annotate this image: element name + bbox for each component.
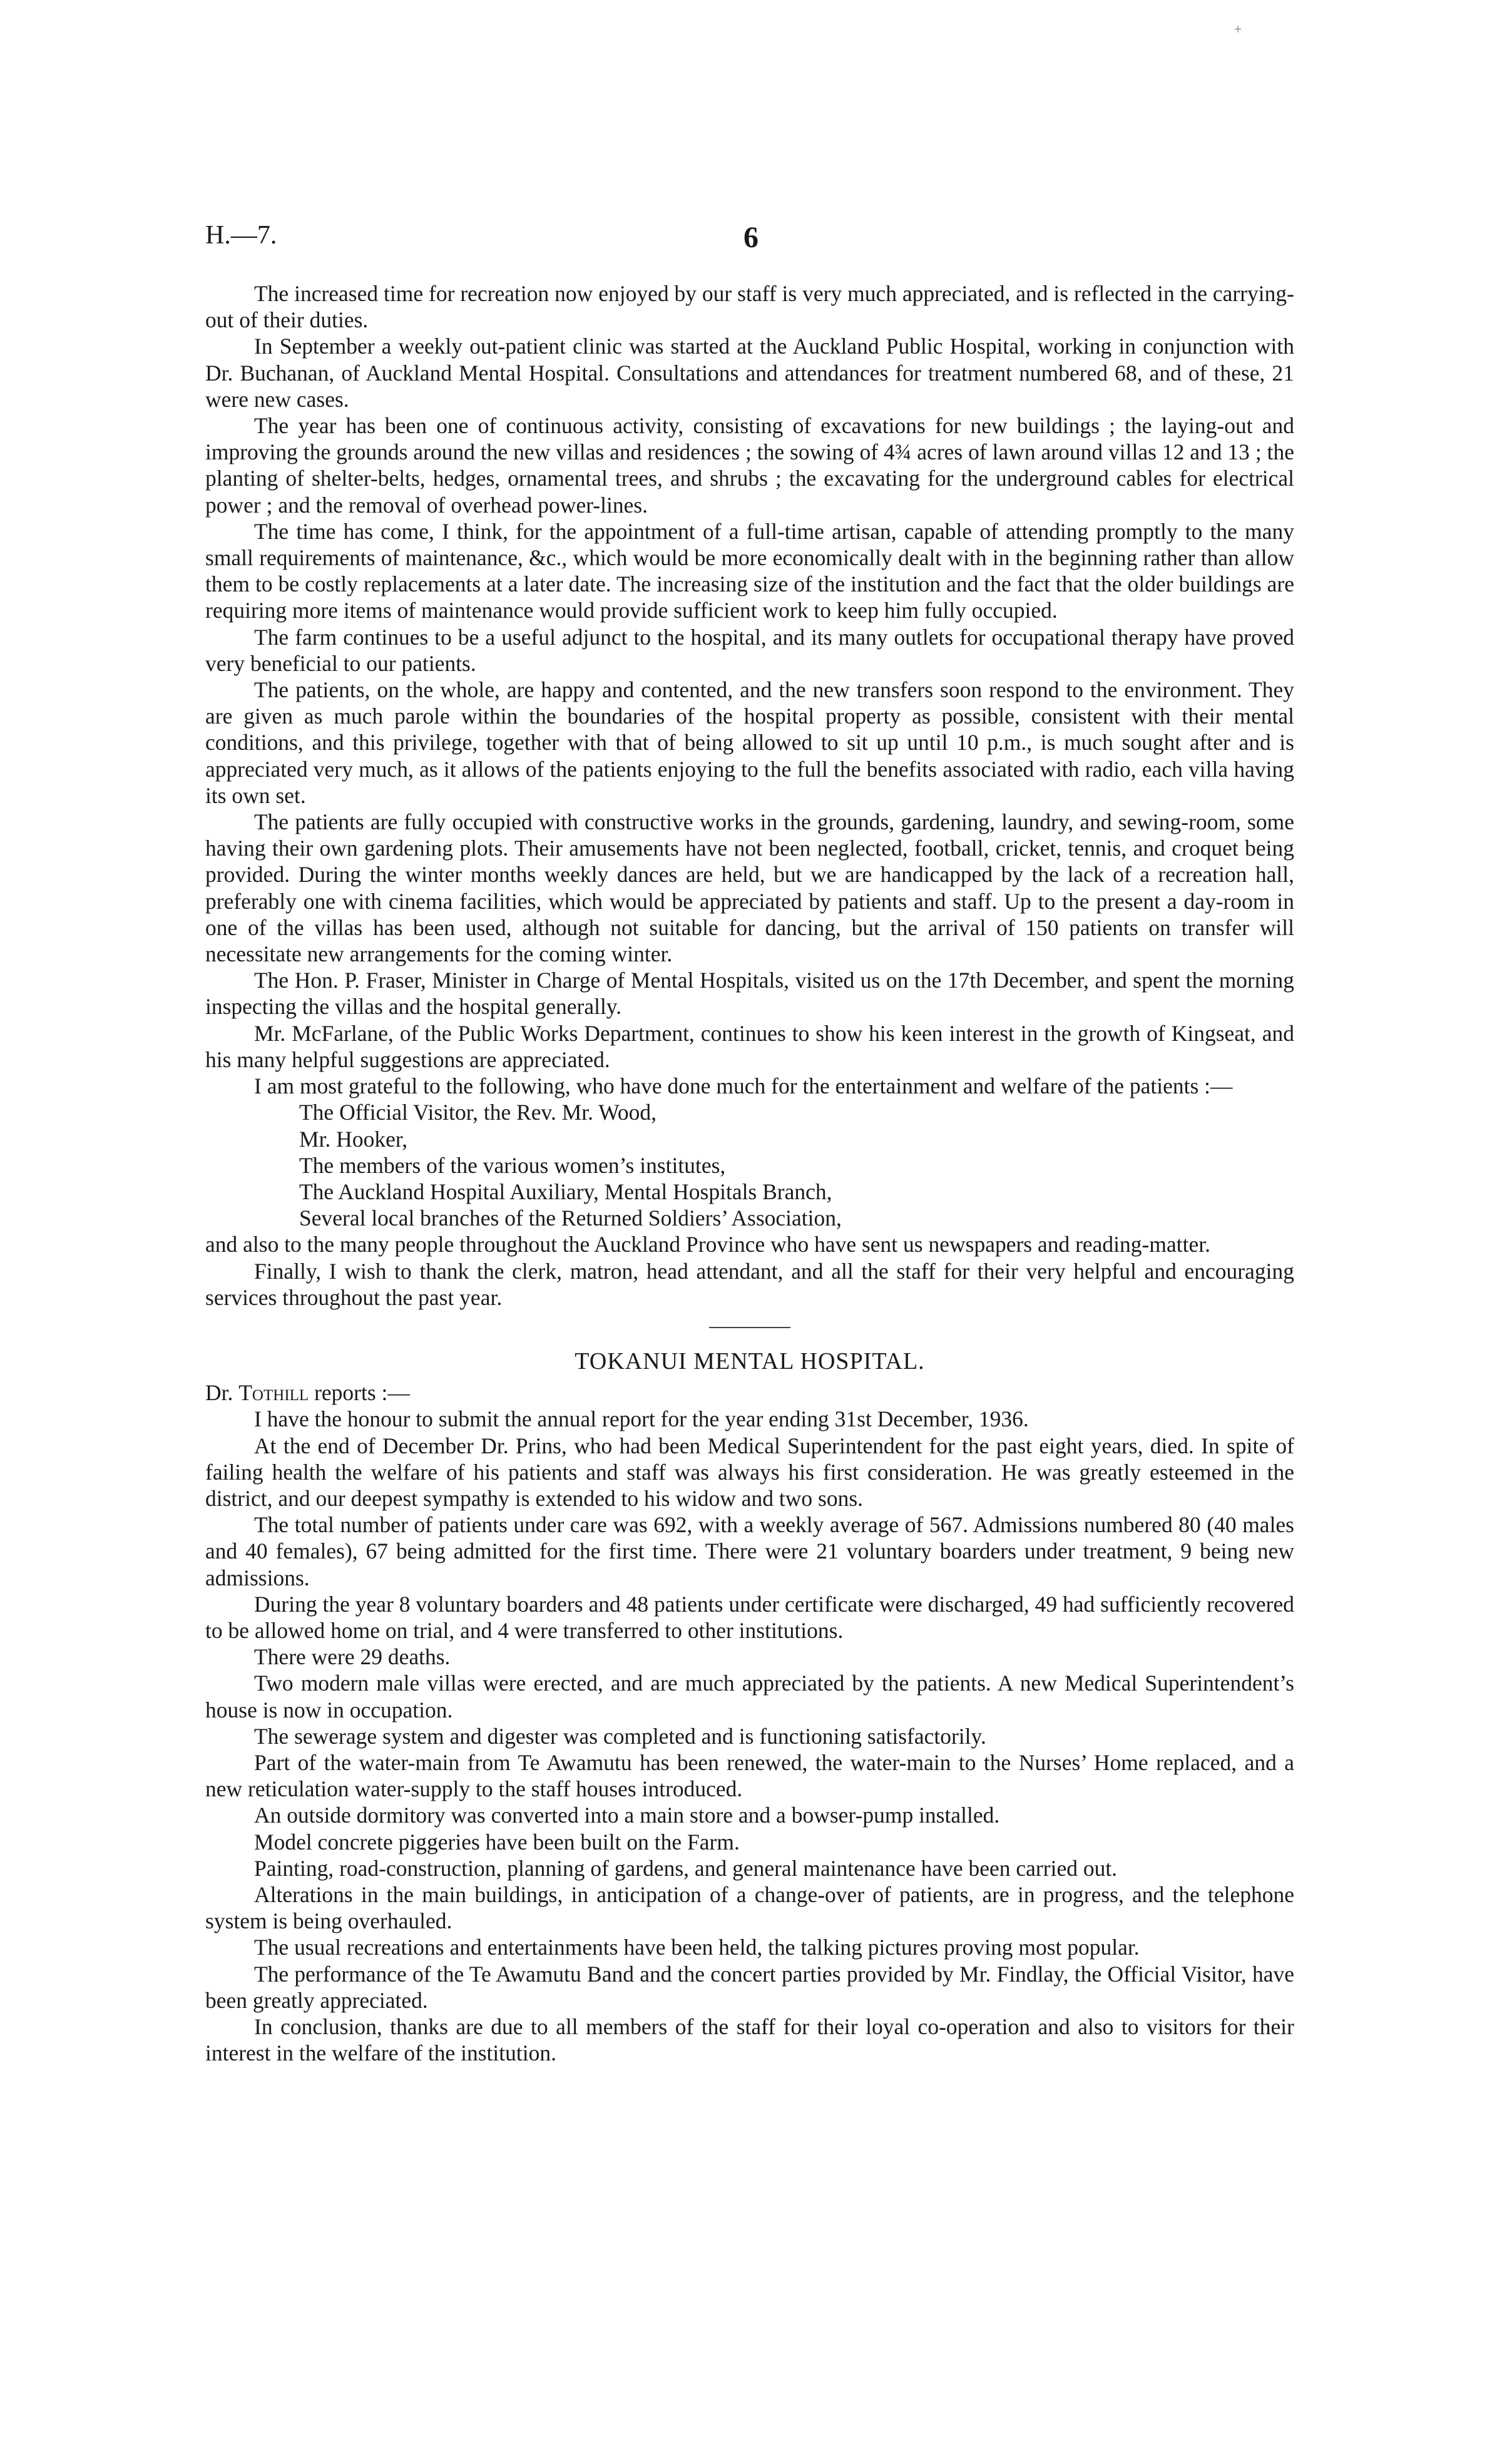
paragraph: The increased time for recreation now enjoyed by our staff is very much appreciated, and is reflected in the carrying-out of their duties.	[205, 281, 1294, 333]
paragraph: The sewerage system and digester was completed and is functioning satisfactorily.	[254, 1723, 986, 1749]
paragraph: Part of the water-main from Te Awamutu has been renewed, the water-main to the Nurses’ Home replaced, and a new reticulation water-supply to the staff houses introduced.	[205, 1749, 1294, 1802]
paragraph: During the year 8 voluntary boarders and 48 patients under certificate were discharged, 49 had sufficiently recovered to be allowed home on trial, and 4 were transferred to other institutions.	[205, 1591, 1294, 1643]
paragraph: Mr. McFarlane, of the Public Works Department, continues to show his keen interest in the growth of Kingseat, and his many helpful suggestions are appreciated.	[205, 1020, 1294, 1072]
author-name: Tothill	[238, 1380, 309, 1406]
paragraph: The patients, on the whole, are happy and contented, and the new transfers soon respond to the environment. They are given as much parole within the boundaries of the hospital property as possible, consistent with their mental conditions, and this privilege, together with that of being allowed to sit up until 10 p.m., is much sought after and is appreciated very much, as it allows of the patients enjoying to the full the benefits associated with radio, each villa having its own set.	[205, 677, 1294, 808]
paragraph: At the end of December Dr. Prins, who had been Medical Superintendent for the past eight years, died. In spite of failing health the welfare of his patients and staff was always his first consideration. He was greatly esteemed in the district, and our deepest sympathy is extended to his widow and two sons.	[205, 1433, 1294, 1511]
kingseat-report-section	[205, 280, 1294, 1311]
thanks-list	[205, 1099, 1294, 1231]
list-item: The Auckland Hospital Auxiliary, Mental Hospitals Branch,	[299, 1179, 832, 1204]
paragraph: The Hon. P. Fraser, Minister in Charge of Mental Hospitals, visited us on the 17th December, and spent the morning inspecting the villas and the hospital generally.	[205, 968, 1294, 1020]
list-item: Several local branches of the Returned Soldiers’ Association,	[299, 1205, 842, 1231]
document-reference: H.—7.	[205, 221, 277, 250]
paragraph: I am most grateful to the following, who have done much for the entertainment and welfare of the patients :—	[254, 1073, 1233, 1099]
list-item: Mr. Hooker,	[299, 1126, 408, 1152]
paragraph: Model concrete piggeries have been built on the Farm.	[254, 1829, 740, 1855]
corner-mark: +	[1234, 21, 1242, 37]
paragraph: The patients are fully occupied with constructive works in the grounds, gardening, laundry, and sewing-room, some having their own gardening plots. Their amusements have not been neglected, football, cricket, tennis, and croquet being provided. During the winter months weekly dances are held, but we are handicapped by the lack of a recreation hall, preferably one with cinema facilities, which would be appreciated by patients and staff. Up to the present a day-room in one of the villas has been used, although not suitable for dancing, but the arrival of 150 patients on transfer will necessitate new arrangements for the coming winter.	[205, 809, 1294, 967]
paragraph: Alterations in the main buildings, in anticipation of a change-over of patients, are in progress, and the telephone system is being overhauled.	[205, 1881, 1294, 1934]
paragraph: The usual recreations and entertainments have been held, the talking pictures proving most popular.	[254, 1935, 1140, 1960]
paragraph: and also to the many people throughout the Auckland Province who have sent us newspapers and reading-matter.	[205, 1232, 1210, 1257]
section-divider	[709, 1327, 790, 1328]
paragraph: The year has been one of continuous activity, consisting of excavations for new buildings ; the laying-out and improving the grounds around the new villas and residences ; the sowing of 4¾ acres of lawn around villas 12 and 13 ; the planting of shelter-belts, hedges, ornamental trees, and shrubs ; the excavating for the underground cables for electrical power ; and the removal of overhead power-lines.	[205, 413, 1294, 518]
list-item: The Official Visitor, the Rev. Mr. Wood,	[299, 1100, 657, 1125]
intro-prefix: Dr.	[205, 1380, 233, 1406]
report-intro	[205, 1379, 1294, 1406]
page-header	[205, 220, 1294, 258]
paragraph: I have the honour to submit the annual report for the year ending 31st December, 1936.	[254, 1406, 1029, 1432]
paragraph: An outside dormitory was converted into a main store and a bowser-pump installed.	[254, 1803, 1000, 1828]
paragraph: The total number of patients under care was 692, with a weekly average of 567. Admissions numbered 80 (40 males and 40 females), 67 being admitted for the first time. There were 21 voluntary boarders under treatment, 9 being new admissions.	[205, 1512, 1294, 1590]
intro-suffix: reports :—	[314, 1380, 410, 1406]
paragraph: The performance of the Te Awamutu Band and the concert parties provided by Mr. Findlay, the Official Visitor, have been greatly appreciated.	[205, 1961, 1294, 2013]
paragraph: The farm continues to be a useful adjunct to the hospital, and its many outlets for occupational therapy have proved very beneficial to our patients.	[205, 624, 1294, 676]
paragraph: In September a weekly out-patient clinic was started at the Auckland Public Hospital, working in conjunction with Dr. Buchanan, of Auckland Mental Hospital. Consultations and attendances for treatment numbered 68, and of these, 21 were new cases.	[205, 334, 1294, 412]
section-title: TOKANUI MENTAL HOSPITAL.	[575, 1348, 925, 1374]
paragraph: In conclusion, thanks are due to all members of the staff for their loyal co-operation and also to visitors for their interest in the welfare of the institution.	[205, 2014, 1294, 2066]
paragraph: Painting, road-construction, planning of gardens, and general maintenance have been carried out.	[254, 1855, 1118, 1881]
list-item: The members of the various women’s institutes,	[299, 1152, 726, 1178]
paragraph: The time has come, I think, for the appointment of a full-time artisan, capable of attending promptly to the many small requirements of maintenance, &c., which would be more economically dealt with in the beginning rather than allow them to be costly replacements at a later date. The increasing size of the institution and the fact that the older buildings are requiring more items of maintenance would provide sufficient work to keep him fully occupied.	[205, 518, 1294, 623]
page-number: 6	[743, 221, 759, 254]
tokanui-report-section	[205, 1348, 1294, 2066]
paragraph: Two modern male villas were erected, and are much appreciated by the patients. A new Medical Superintendent’s house is now in occupation.	[205, 1671, 1294, 1722]
paragraph: Finally, I wish to thank the clerk, matron, head attendant, and all the staff for their very helpful and encouraging services throughout the past year.	[205, 1258, 1294, 1310]
report-body	[205, 280, 1294, 2066]
paragraph: There were 29 deaths.	[254, 1644, 451, 1670]
